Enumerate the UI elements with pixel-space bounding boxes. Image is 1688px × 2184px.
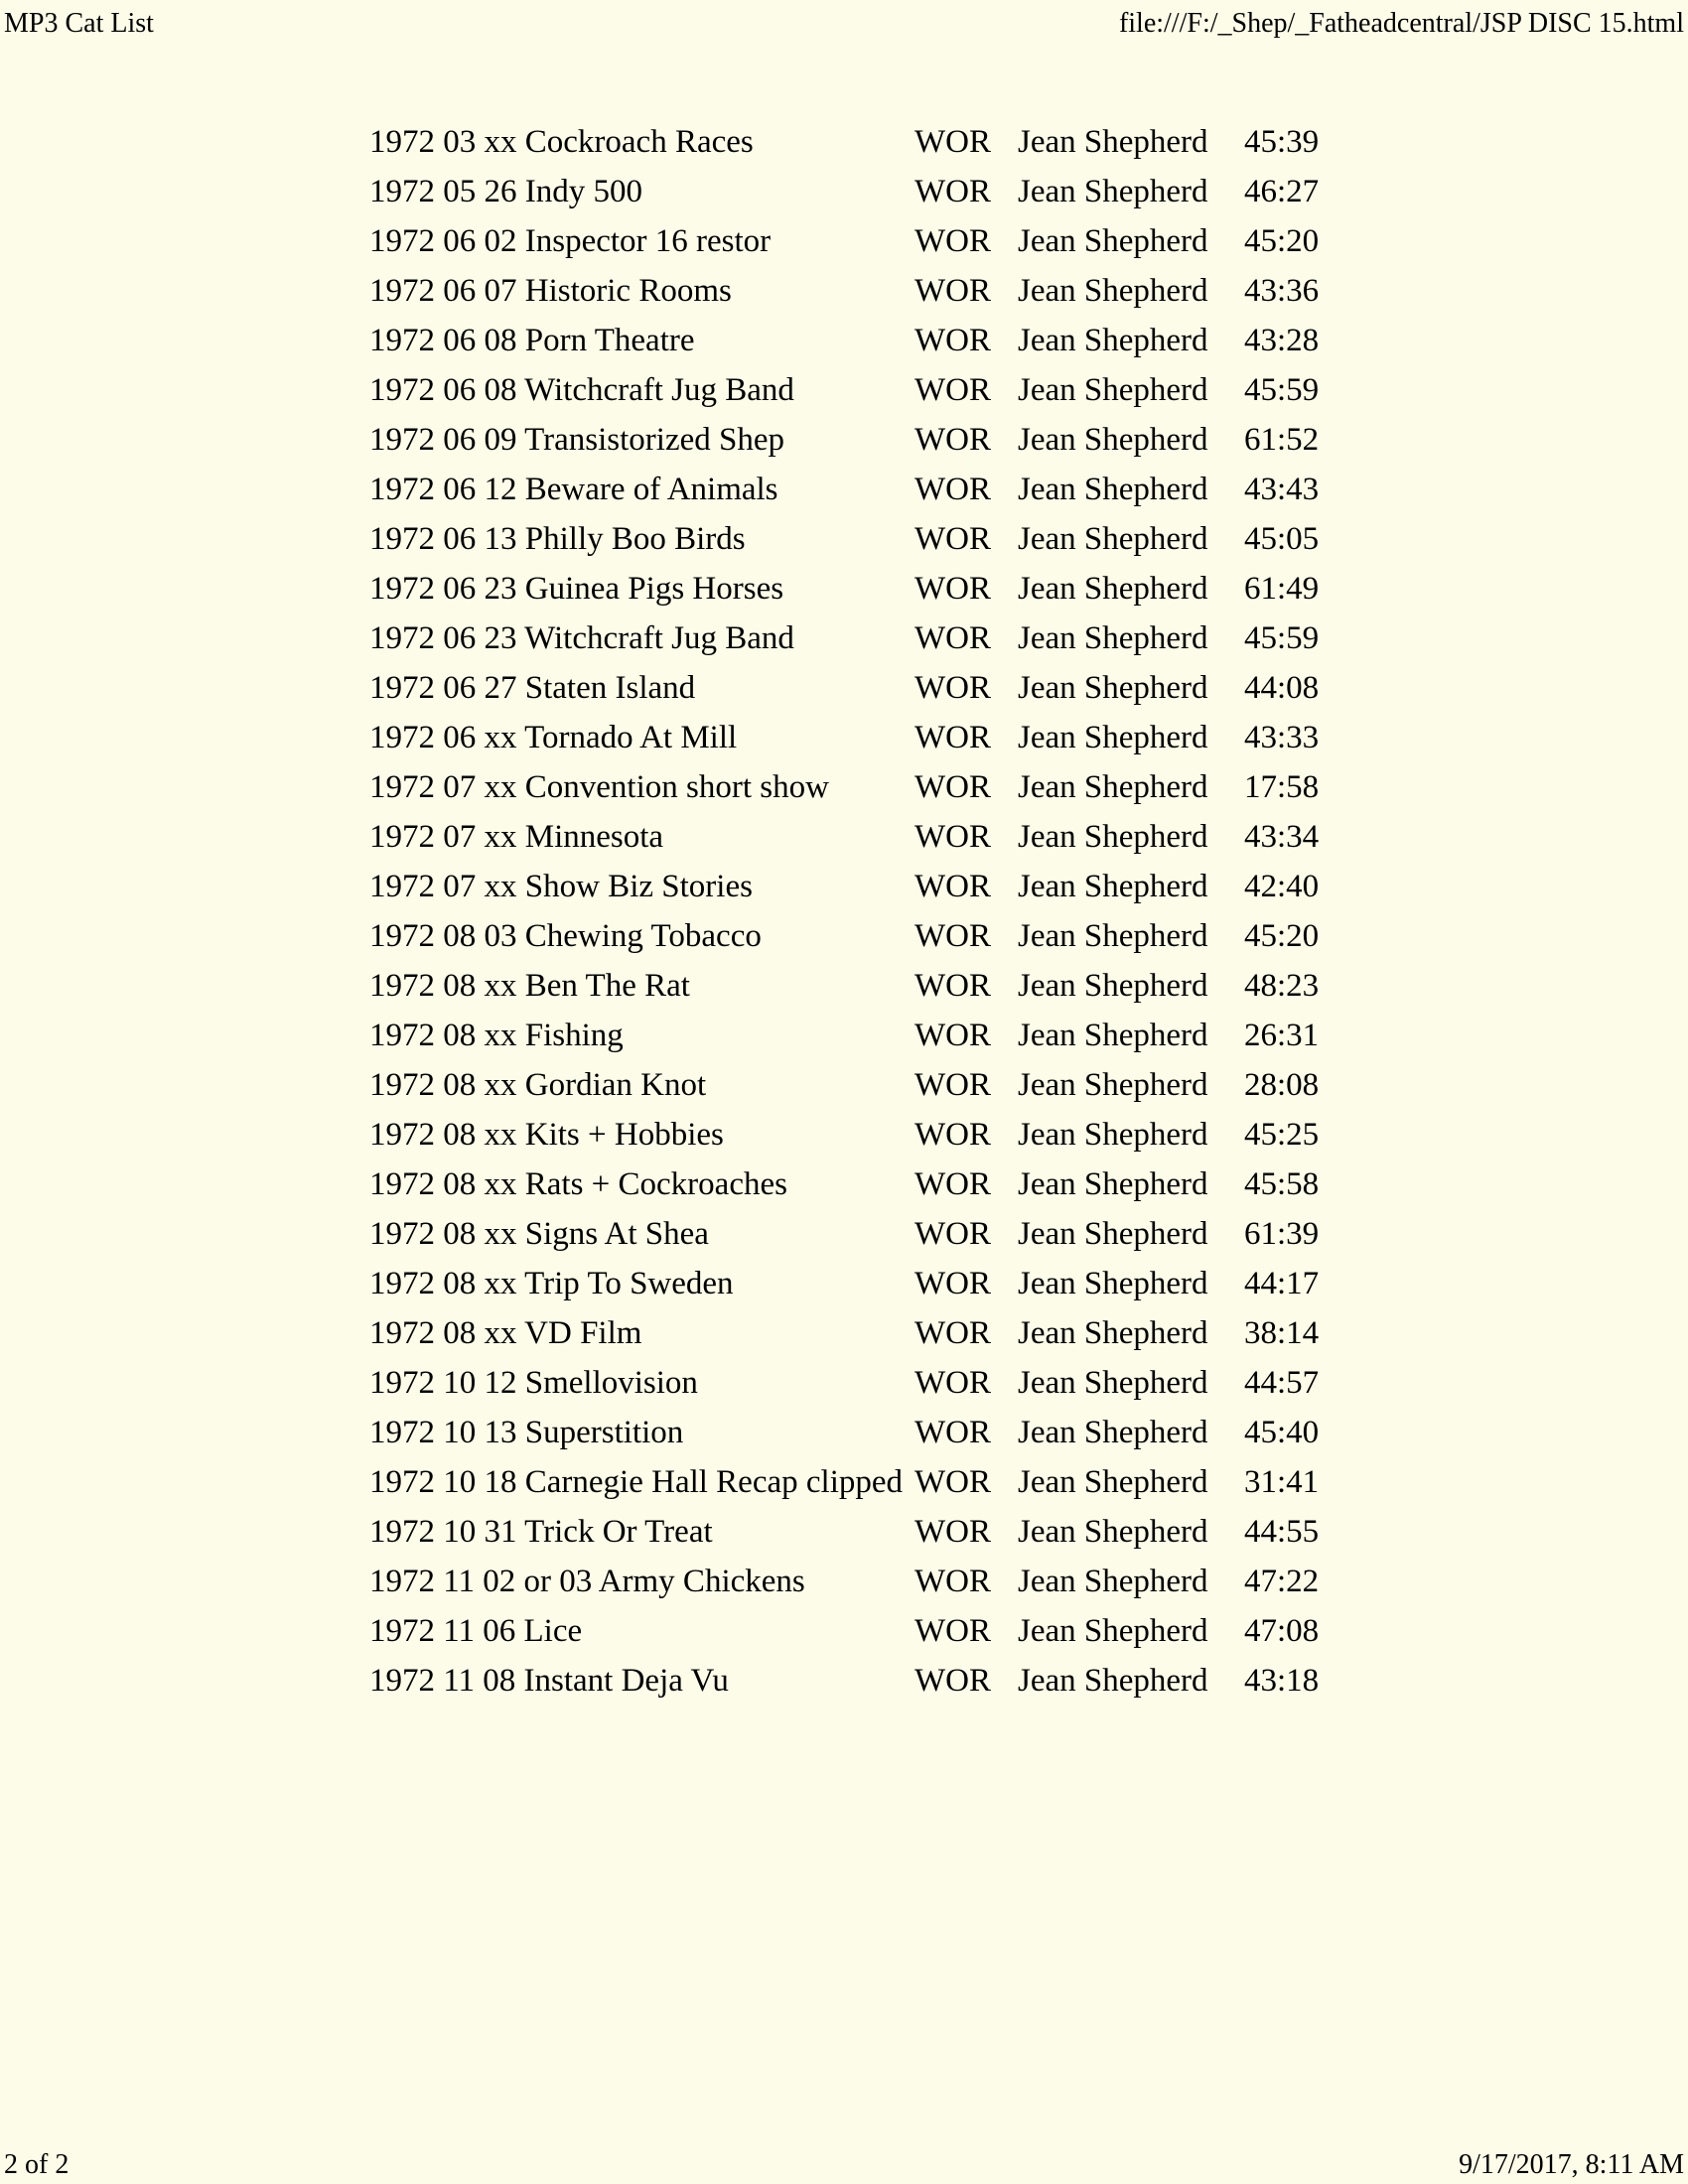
mp3-list-table <box>369 117 1373 1706</box>
entry-title-cell: 1972 06 08 Porn Theatre <box>369 323 695 358</box>
duration-cell: 61:39 <box>1244 1216 1320 1252</box>
host-cell: Jean Shepherd <box>1018 1067 1208 1103</box>
duration-cell: 48:23 <box>1244 968 1320 1004</box>
duration-cell: 45:40 <box>1244 1415 1320 1450</box>
entry-title-cell: 1972 06 13 Philly Boo Birds <box>369 521 746 557</box>
host-cell: Jean Shepherd <box>1018 472 1208 507</box>
station-cell: WOR <box>914 1564 991 1599</box>
entry-title-cell: 1972 08 xx Fishing <box>369 1018 624 1053</box>
station-cell: WOR <box>914 720 991 755</box>
table-row <box>369 1507 1373 1557</box>
entry-title-cell: 1972 07 xx Show Biz Stories <box>369 869 753 904</box>
station-cell: WOR <box>914 124 991 160</box>
table-row <box>369 961 1373 1011</box>
table-row <box>369 316 1373 365</box>
duration-cell: 17:58 <box>1244 769 1320 805</box>
host-cell: Jean Shepherd <box>1018 620 1208 656</box>
table-row <box>369 1011 1373 1060</box>
station-cell: WOR <box>914 1663 991 1699</box>
header-file-url: file:///F:/_Shep/_Fatheadcentral/JSP DISC 15.html <box>1118 8 1684 39</box>
table-row <box>369 762 1373 812</box>
table-row <box>369 713 1373 762</box>
entry-title-cell: 1972 06 08 Witchcraft Jug Band <box>369 372 794 408</box>
entry-title-cell: 1972 11 08 Instant Deja Vu <box>369 1663 729 1699</box>
table-row <box>369 266 1373 316</box>
duration-cell: 45:05 <box>1244 521 1320 557</box>
entry-title-cell: 1972 08 xx Gordian Knot <box>369 1067 707 1103</box>
table-row <box>369 1259 1373 1308</box>
table-row <box>369 1308 1373 1358</box>
station-cell: WOR <box>914 1018 991 1053</box>
host-cell: Jean Shepherd <box>1018 918 1208 954</box>
entry-title-cell: 1972 08 xx Kits + Hobbies <box>369 1117 724 1153</box>
table-row <box>369 1060 1373 1110</box>
host-cell: Jean Shepherd <box>1018 1117 1208 1153</box>
entry-title-cell: 1972 06 23 Witchcraft Jug Band <box>369 620 794 656</box>
station-cell: WOR <box>914 273 991 309</box>
duration-cell: 43:18 <box>1244 1663 1320 1699</box>
footer-timestamp: 9/17/2017, 8:11 AM <box>1459 2149 1684 2180</box>
host-cell: Jean Shepherd <box>1018 1166 1208 1202</box>
duration-cell: 31:41 <box>1244 1464 1320 1500</box>
host-cell: Jean Shepherd <box>1018 670 1208 706</box>
host-cell: Jean Shepherd <box>1018 869 1208 904</box>
station-cell: WOR <box>914 472 991 507</box>
host-cell: Jean Shepherd <box>1018 323 1208 358</box>
header-document-title: MP3 Cat List <box>4 8 154 39</box>
entry-title-cell: 1972 08 xx VD Film <box>369 1315 642 1351</box>
host-cell: Jean Shepherd <box>1018 273 1208 309</box>
table-row <box>369 812 1373 862</box>
station-cell: WOR <box>914 372 991 408</box>
host-cell: Jean Shepherd <box>1018 223 1208 259</box>
table-row <box>369 862 1373 911</box>
duration-cell: 45:58 <box>1244 1166 1320 1202</box>
host-cell: Jean Shepherd <box>1018 1613 1208 1649</box>
station-cell: WOR <box>914 1613 991 1649</box>
table-row <box>369 117 1373 167</box>
host-cell: Jean Shepherd <box>1018 1315 1208 1351</box>
table-row <box>369 1408 1373 1457</box>
table-row <box>369 1656 1373 1706</box>
station-cell: WOR <box>914 918 991 954</box>
entry-title-cell: 1972 06 27 Staten Island <box>369 670 696 706</box>
entry-title-cell: 1972 06 09 Transistorized Shep <box>369 422 785 458</box>
station-cell: WOR <box>914 174 991 209</box>
station-cell: WOR <box>914 670 991 706</box>
station-cell: WOR <box>914 1365 991 1401</box>
host-cell: Jean Shepherd <box>1018 1018 1208 1053</box>
host-cell: Jean Shepherd <box>1018 174 1208 209</box>
table-row <box>369 911 1373 961</box>
station-cell: WOR <box>914 1266 991 1301</box>
host-cell: Jean Shepherd <box>1018 1564 1208 1599</box>
table-row <box>369 1457 1373 1507</box>
station-cell: WOR <box>914 620 991 656</box>
host-cell: Jean Shepherd <box>1018 1464 1208 1500</box>
duration-cell: 44:57 <box>1244 1365 1320 1401</box>
duration-cell: 47:08 <box>1244 1613 1320 1649</box>
station-cell: WOR <box>914 1216 991 1252</box>
table-row <box>369 1606 1373 1656</box>
duration-cell: 44:55 <box>1244 1514 1320 1550</box>
duration-cell: 61:49 <box>1244 571 1320 607</box>
duration-cell: 61:52 <box>1244 422 1320 458</box>
duration-cell: 45:25 <box>1244 1117 1320 1153</box>
duration-cell: 43:34 <box>1244 819 1320 855</box>
entry-title-cell: 1972 10 18 Carnegie Hall Recap clipped <box>369 1464 904 1500</box>
entry-title-cell: 1972 06 12 Beware of Animals <box>369 472 778 507</box>
station-cell: WOR <box>914 521 991 557</box>
entry-title-cell: 1972 06 23 Guinea Pigs Horses <box>369 571 784 607</box>
table-row <box>369 365 1373 415</box>
host-cell: Jean Shepherd <box>1018 1663 1208 1699</box>
entry-title-cell: 1972 06 07 Historic Rooms <box>369 273 732 309</box>
host-cell: Jean Shepherd <box>1018 1415 1208 1450</box>
host-cell: Jean Shepherd <box>1018 769 1208 805</box>
station-cell: WOR <box>914 1464 991 1500</box>
mp3-list-body <box>369 117 1373 1706</box>
print-footer <box>4 2148 1684 2182</box>
entry-title-cell: 1972 07 xx Convention short show <box>369 769 829 805</box>
table-row <box>369 465 1373 514</box>
entry-title-cell: 1972 08 xx Signs At Shea <box>369 1216 709 1252</box>
host-cell: Jean Shepherd <box>1018 720 1208 755</box>
print-header <box>4 6 1684 42</box>
station-cell: WOR <box>914 968 991 1004</box>
duration-cell: 38:14 <box>1244 1315 1320 1351</box>
host-cell: Jean Shepherd <box>1018 819 1208 855</box>
table-row <box>369 1557 1373 1606</box>
station-cell: WOR <box>914 769 991 805</box>
station-cell: WOR <box>914 1166 991 1202</box>
duration-cell: 43:43 <box>1244 472 1320 507</box>
station-cell: WOR <box>914 1067 991 1103</box>
host-cell: Jean Shepherd <box>1018 1514 1208 1550</box>
host-cell: Jean Shepherd <box>1018 1365 1208 1401</box>
duration-cell: 43:33 <box>1244 720 1320 755</box>
entry-title-cell: 1972 07 xx Minnesota <box>369 819 664 855</box>
duration-cell: 28:08 <box>1244 1067 1320 1103</box>
station-cell: WOR <box>914 1117 991 1153</box>
duration-cell: 44:08 <box>1244 670 1320 706</box>
host-cell: Jean Shepherd <box>1018 968 1208 1004</box>
entry-title-cell: 1972 11 06 Lice <box>369 1613 583 1649</box>
entry-title-cell: 1972 08 03 Chewing Tobacco <box>369 918 762 954</box>
station-cell: WOR <box>914 869 991 904</box>
host-cell: Jean Shepherd <box>1018 124 1208 160</box>
station-cell: WOR <box>914 1415 991 1450</box>
duration-cell: 45:59 <box>1244 372 1320 408</box>
entry-title-cell: 1972 10 13 Superstition <box>369 1415 684 1450</box>
station-cell: WOR <box>914 1315 991 1351</box>
duration-cell: 45:39 <box>1244 124 1320 160</box>
host-cell: Jean Shepherd <box>1018 422 1208 458</box>
table-row <box>369 216 1373 266</box>
entry-title-cell: 1972 08 xx Ben The Rat <box>369 968 690 1004</box>
entry-title-cell: 1972 06 02 Inspector 16 restor <box>369 223 772 259</box>
entry-title-cell: 1972 06 xx Tornado At Mill <box>369 720 738 755</box>
duration-cell: 45:20 <box>1244 918 1320 954</box>
duration-cell: 45:20 <box>1244 223 1320 259</box>
station-cell: WOR <box>914 422 991 458</box>
host-cell: Jean Shepherd <box>1018 571 1208 607</box>
duration-cell: 47:22 <box>1244 1564 1320 1599</box>
table-row <box>369 1110 1373 1160</box>
host-cell: Jean Shepherd <box>1018 521 1208 557</box>
entry-title-cell: 1972 08 xx Rats + Cockroaches <box>369 1166 787 1202</box>
table-row <box>369 1160 1373 1209</box>
host-cell: Jean Shepherd <box>1018 372 1208 408</box>
table-row <box>369 564 1373 614</box>
entry-title-cell: 1972 10 31 Trick Or Treat <box>369 1514 713 1550</box>
table-row <box>369 614 1373 663</box>
duration-cell: 44:17 <box>1244 1266 1320 1301</box>
table-row <box>369 1358 1373 1408</box>
duration-cell: 42:40 <box>1244 869 1320 904</box>
station-cell: WOR <box>914 819 991 855</box>
host-cell: Jean Shepherd <box>1018 1266 1208 1301</box>
entry-title-cell: 1972 11 02 or 03 Army Chickens <box>369 1564 805 1599</box>
station-cell: WOR <box>914 1514 991 1550</box>
duration-cell: 45:59 <box>1244 620 1320 656</box>
table-row <box>369 167 1373 216</box>
station-cell: WOR <box>914 223 991 259</box>
entry-title-cell: 1972 10 12 Smellovision <box>369 1365 698 1401</box>
station-cell: WOR <box>914 571 991 607</box>
host-cell: Jean Shepherd <box>1018 1216 1208 1252</box>
entry-title-cell: 1972 08 xx Trip To Sweden <box>369 1266 734 1301</box>
entry-title-cell: 1972 05 26 Indy 500 <box>369 174 642 209</box>
duration-cell: 43:28 <box>1244 323 1320 358</box>
duration-cell: 43:36 <box>1244 273 1320 309</box>
table-row <box>369 1209 1373 1259</box>
entry-title-cell: 1972 03 xx Cockroach Races <box>369 124 754 160</box>
duration-cell: 46:27 <box>1244 174 1320 209</box>
duration-cell: 26:31 <box>1244 1018 1320 1053</box>
table-row <box>369 663 1373 713</box>
footer-page-number: 2 of 2 <box>4 2149 70 2180</box>
station-cell: WOR <box>914 323 991 358</box>
table-row <box>369 415 1373 465</box>
table-row <box>369 514 1373 564</box>
